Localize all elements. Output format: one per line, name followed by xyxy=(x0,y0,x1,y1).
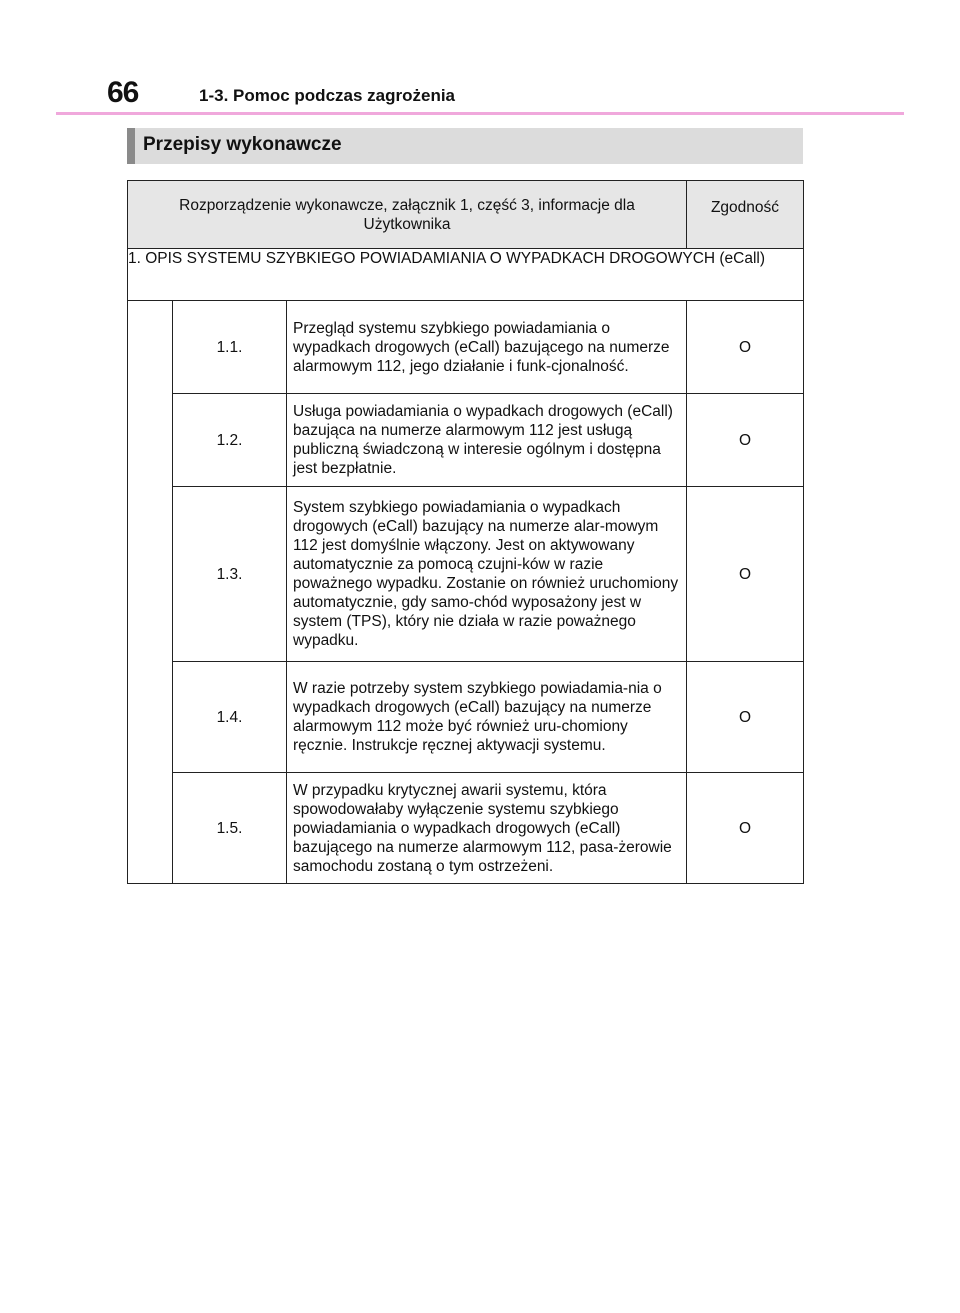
item-number: 1.1. xyxy=(173,301,287,394)
item-number: 1.2. xyxy=(173,394,287,487)
item-text: W razie potrzeby system szybkiego powiadamia-nia o wypadkach drogowych (eCall) bazujący na numerze alarmowym 112 może być również uru-chomiony ręcznie. Instrukcje ręcznej aktywacji systemu. xyxy=(287,662,687,773)
section-title-accent xyxy=(127,128,135,164)
table-header-row xyxy=(128,181,804,249)
item-text: W przypadku krytycznej awarii systemu, która spowodowałaby wyłączenie systemu szybkiego powiadamiania o wypadkach drogowych (eCall) bazującego na numerze alarmowym 112, pasa-żerowie samochodu zostaną o tym ostrzeżeni. xyxy=(287,773,687,884)
table-group-row xyxy=(128,249,804,301)
item-number: 1.3. xyxy=(173,487,287,662)
compliance-mark: O xyxy=(687,301,804,394)
item-number: 1.5. xyxy=(173,773,287,884)
item-text: System szybkiego powiadamiania o wypadkach drogowych (eCall) bazujący na numerze alar-mowym 112 jest domyślnie włączony. Jest on aktywowany automatycznie za pomocą czujni-ków w razie poważnego wypadku. Zostanie on również uruchomiony automatycznie, gdy samo-chód wyposażony jest w system (TPS), który nie działa w razie poważnego wypadku. xyxy=(287,487,687,662)
compliance-mark: O xyxy=(687,773,804,884)
indent-cell xyxy=(128,301,173,884)
page-number: 66 xyxy=(107,76,139,109)
regulations-table xyxy=(127,180,804,884)
section-title: Przepisy wykonawcze xyxy=(143,134,342,155)
page-header xyxy=(0,0,960,116)
column-header-regulation: Rozporządzenie wykonawcze, załącznik 1, część 3, informacje dla Użytkownika xyxy=(128,181,687,249)
compliance-mark: O xyxy=(687,487,804,662)
table-row xyxy=(128,394,804,487)
item-text: Przegląd systemu szybkiego powiadamiania o wypadkach drogowych (eCall) bazującego na numerze alarmowym 112, jego działanie i funk-cjonalność. xyxy=(287,301,687,394)
column-header-compliance: Zgodność xyxy=(687,181,804,249)
header-rule xyxy=(56,112,904,115)
table-row xyxy=(128,662,804,773)
item-text: Usługa powiadamiania o wypadkach drogowych (eCall) bazująca na numerze alarmowym 112 jest usługą publiczną świadczoną w interesie ogólnym i dostępna jest bezpłatnie. xyxy=(287,394,687,487)
compliance-mark: O xyxy=(687,662,804,773)
group-title: 1. OPIS SYSTEMU SZYBKIEGO POWIADAMIANIA O WYPADKACH DROGOWYCH (eCall) xyxy=(128,249,804,301)
section-path: 1-3. Pomoc podczas zagrożenia xyxy=(199,86,456,105)
table-row xyxy=(128,301,804,394)
table-row xyxy=(128,773,804,884)
compliance-mark: O xyxy=(687,394,804,487)
item-number: 1.4. xyxy=(173,662,287,773)
section-title-bar xyxy=(127,128,803,164)
table-row xyxy=(128,487,804,662)
